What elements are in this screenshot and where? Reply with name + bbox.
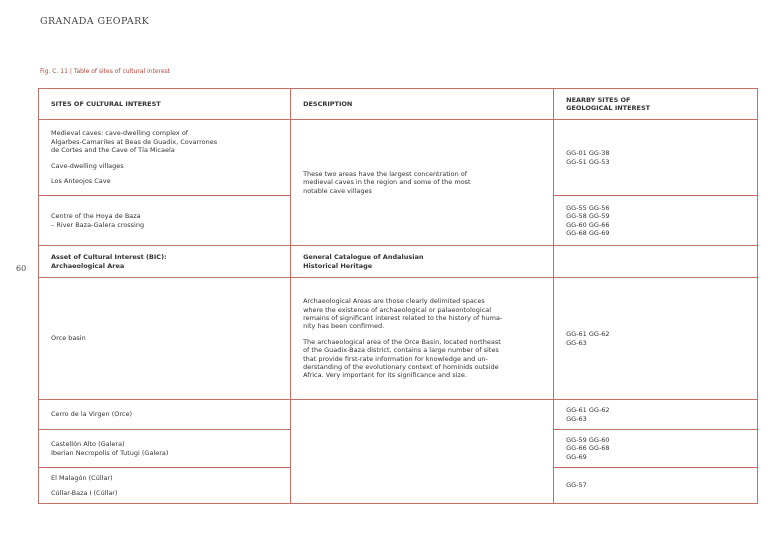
site-text: Algarbes-Camariles at Beas de Guadix, Covarrones [51, 137, 218, 146]
site-cell-medieval-caves [39, 120, 291, 196]
page-header-title: GRANADA GEOPARK [40, 16, 150, 27]
site-text: Cerro de la Virgen (Orce) [51, 410, 132, 419]
table-row [39, 400, 758, 430]
subheader-catalogue [291, 246, 554, 278]
description-text: The archaeological area of the Orce Basin, located northeast [303, 337, 501, 346]
description-text: of the Guadix-Baza district, contains a large number of sites [303, 346, 499, 355]
header-description: DESCRIPTION [291, 89, 554, 120]
nearby-codes: GG-55 GG-56 [566, 203, 610, 212]
table-subheader-row [39, 246, 758, 278]
site-text: Medieval caves: cave-dwelling complex of [51, 129, 189, 138]
cultural-sites-table [38, 88, 758, 504]
nearby-codes: GG-58 GG-59 [566, 212, 610, 221]
subheader-bic-line-1: Asset of Cultural Interest (BIC): [51, 253, 167, 262]
nearby-codes: GG-51 GG-53 [566, 157, 610, 166]
site-text: Los Anteojos Cave [51, 177, 111, 186]
nearby-cell [554, 196, 758, 246]
nearby-codes: GG-61 GG-62 [566, 330, 610, 339]
site-cell-hoya-de-baza [39, 196, 291, 246]
page-number: 60 [16, 264, 27, 273]
site-text: Iberian Necropolis of Tutugi (Galera) [51, 448, 169, 457]
nearby-codes: GG-61 GG-62 [566, 406, 610, 415]
description-text: remains of significant interest related to the history of huma- [303, 313, 503, 322]
nearby-cell [554, 468, 758, 504]
table-row [39, 278, 758, 400]
header-nearby-line-1: NEARBY SITES OF [566, 95, 631, 104]
nearby-codes: GG-01 GG-38 [566, 149, 610, 158]
nearby-codes: GG-63 [566, 414, 587, 423]
nearby-codes: GG-68 GG-69 [566, 228, 610, 237]
description-cell-empty [291, 400, 554, 504]
site-cell-castellon-alto [39, 430, 291, 468]
figure-caption: Fig. C. 11 | Table of sites of cultural interest [40, 68, 171, 75]
nearby-codes: GG-63 [566, 338, 587, 347]
nearby-cell [554, 400, 758, 430]
site-text: Centre of the Hoya de Baza [51, 212, 141, 221]
description-text: where the existence of archaeological or palaeontological [303, 305, 492, 314]
site-text: de Cortes and the Cave of Tía Micaela [51, 146, 175, 155]
site-text: Cave-dwelling villages [51, 161, 124, 170]
nearby-codes: GG-69 [566, 452, 587, 461]
site-text: Castellón Alto (Galera) [51, 440, 125, 449]
header-nearby-line-2: GEOLOGICAL INTEREST [566, 104, 651, 112]
subheader-bic [39, 246, 291, 278]
nearby-codes: GG-60 GG-66 [566, 220, 610, 229]
site-cell-cerro-de-la-virgen [39, 400, 291, 430]
site-text: Orce basin [51, 334, 86, 343]
header-sites: SITES OF CULTURAL INTEREST [39, 89, 291, 120]
site-text: – River Baza-Galera crossing [51, 220, 145, 229]
subheader-bic-line-2: Archaeological Area [51, 261, 125, 270]
description-text: These two areas have the largest concentration of [303, 169, 468, 178]
table-header-row [39, 89, 758, 120]
site-cell-el-malagon [39, 468, 291, 504]
subheader-catalogue-line-2: Historical Heritage [303, 261, 373, 270]
description-text: notable cave villages [303, 186, 372, 195]
header-nearby [554, 89, 758, 120]
table-row [39, 120, 758, 196]
description-text: that provide first-rate information for knowledge and un- [303, 354, 488, 363]
nearby-codes: GG-66 GG-68 [566, 444, 610, 453]
description-cell-orce [291, 278, 554, 400]
nearby-codes: GG-57 [566, 481, 587, 490]
subheader-catalogue-line-1: General Catalogue of Andalusian [303, 253, 424, 262]
description-text: Africa. Very important for its significance and size. [303, 371, 467, 380]
subheader-empty-cell [554, 246, 758, 278]
site-cell-orce-basin [39, 278, 291, 400]
description-text: medieval caves in the region and some of the most [303, 178, 471, 187]
site-text: El Malagón (Cúllar) [51, 473, 113, 482]
nearby-cell [554, 278, 758, 400]
description-text: derstanding of the evolutionary context of hominids outside [303, 363, 499, 372]
description-cell-caves [291, 120, 554, 246]
description-text: Archaeological Areas are those clearly delimited spaces [303, 297, 485, 306]
site-text: Cúllar-Baza I (Cúllar) [51, 489, 118, 497]
nearby-cell [554, 430, 758, 468]
nearby-codes: GG-59 GG-60 [566, 435, 610, 444]
description-text: nity has been confirmed. [303, 322, 385, 331]
nearby-cell [554, 120, 758, 196]
